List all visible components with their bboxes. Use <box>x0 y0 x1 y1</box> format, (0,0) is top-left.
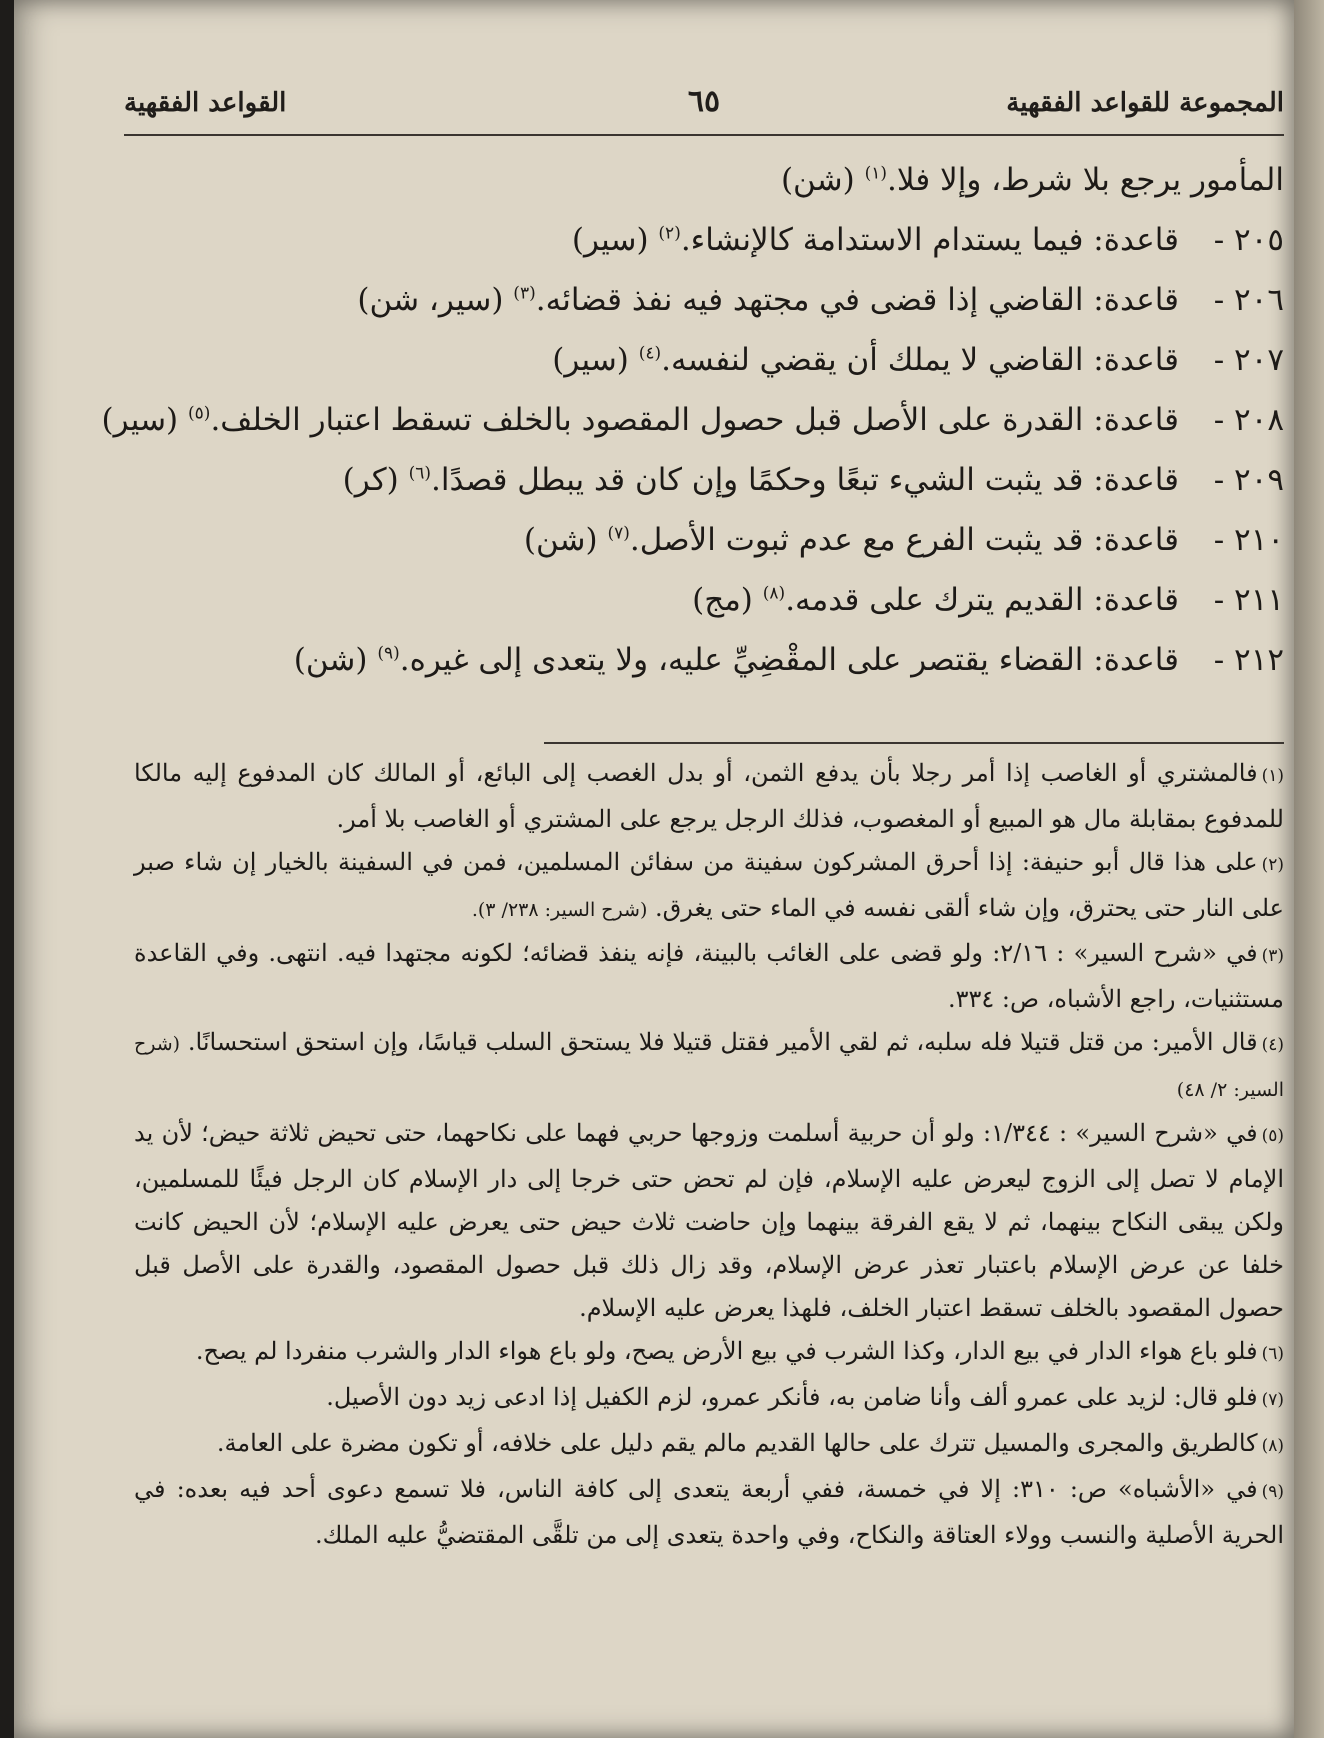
footnote-ref[interactable]: (٢) <box>658 223 681 244</box>
rule-number: ٢١١ - <box>1213 582 1284 618</box>
footnote <box>134 1376 1284 1422</box>
rule-item <box>164 570 1284 630</box>
footnote <box>134 1021 1284 1112</box>
footnote-text: قال الأمير: من قتل قتيلا فله سلبه، ثم لقي الأمير فقتل قتيلا فلا يستحق السلب قياسًا، وإن استحق استحسانًا. <box>187 1028 1258 1056</box>
footnote-divider <box>544 742 1284 744</box>
footnote-ref[interactable]: (٥) <box>188 403 211 424</box>
footnote-mark: (٩) <box>1261 1482 1284 1502</box>
rule-number: ٢٠٧ - <box>1213 342 1284 378</box>
rule-text: قاعدة: القدرة على الأصل قبل حصول المقصود بالخلف تسقط اعتبار الخلف. <box>210 402 1179 438</box>
footnote-mark: (٧) <box>1261 1390 1284 1410</box>
footnote-ref[interactable]: (٩) <box>377 643 400 664</box>
rule-item <box>164 210 1284 270</box>
footnote <box>134 1422 1284 1468</box>
rule-number: ٢٠٨ - <box>1213 402 1284 438</box>
footnote-text: على هذا قال أبو حنيفة: إذا أحرق المشركون سفينة من سفائن المسلمين، فمن في السفينة بالخيار إن شاء صبر على النار حتى يحترق، وإن شاء ألقى نفسه في الماء حتى يغرق. <box>134 848 1284 922</box>
rule-item <box>164 510 1284 570</box>
rule-number: ٢١٠ - <box>1213 522 1284 558</box>
source-abbrev: (سير) <box>571 222 649 258</box>
source-abbrev: (سير) <box>552 342 629 378</box>
rule-text: قاعدة: القضاء يقتصر على المقْضِيِّ عليه، ولا يتعدى إلى غيره. <box>399 642 1179 678</box>
adjacent-page-edge <box>1294 0 1324 1738</box>
rule-number: ٢٠٩ - <box>1213 462 1284 498</box>
page-header <box>124 84 1284 134</box>
source-abbrev: (مج) <box>692 582 753 618</box>
source-abbrev: (سير) <box>101 402 179 438</box>
source-abbrev: (سير، شن) <box>357 282 504 318</box>
rule-item <box>164 630 1284 690</box>
rule-number: ٢٠٥ - <box>1213 222 1284 258</box>
rule-item <box>101 390 1284 450</box>
footnote-text: كالطريق والمجرى والمسيل تترك على حالها القديم مالم يقم دليل على خلافه، أو تكون مضرة على العامة. <box>216 1429 1258 1457</box>
source-abbrev: (شن) <box>523 522 598 558</box>
footnote-mark: (٢) <box>1261 855 1284 875</box>
rule-text: قاعدة: القديم يترك على قدمه. <box>785 582 1179 618</box>
footnote-mark: (٦) <box>1261 1344 1284 1364</box>
footnote <box>134 1112 1284 1330</box>
footnote <box>134 752 1284 841</box>
footnote-ref[interactable]: (٧) <box>607 523 630 544</box>
footnote <box>134 1468 1284 1557</box>
footnote-source: (شرح السير: ٢/ ٤٨) <box>134 1033 1284 1101</box>
rule-text: قاعدة: قد يثبت الشيء تبعًا وحكمًا وإن كان قد يبطل قصدًا. <box>431 462 1179 498</box>
rule-text: قاعدة: قد يثبت الفرع مع عدم ثبوت الأصل. <box>629 522 1179 558</box>
footnote-source: (شرح السير: ٢٣٨/ ٣). <box>471 899 648 921</box>
book-title: المجموعة للقواعد الفقهية <box>1006 88 1284 118</box>
footnote-text: فلو باع هواء الدار في بيع الدار، وكذا الشرب في بيع الأرض يصح، ولو باع هواء الدار والشرب منفردا لم يصح. <box>195 1337 1258 1365</box>
footnote <box>134 841 1284 932</box>
source-abbrev: (شن) <box>780 162 855 198</box>
footnote-text: فلو قال: لزيد على عمرو ألف وأنا ضامن به، فأنكر عمرو، لزم الكفيل إذا ادعى زيد دون الأصيل. <box>326 1383 1258 1411</box>
page-number: ٦٥ <box>687 84 721 119</box>
footnote-ref[interactable]: (٨) <box>762 583 786 604</box>
footnote-ref[interactable]: (٤) <box>638 343 662 364</box>
rule-item <box>164 270 1284 330</box>
rule-text: قاعدة: القاضي لا يملك أن يقضي لنفسه. <box>661 342 1179 378</box>
footnote-mark: (١) <box>1261 766 1284 786</box>
book-page <box>14 0 1294 1738</box>
footnote-mark: (٣) <box>1261 946 1284 966</box>
rule-number: ٢٠٦ - <box>1213 282 1284 318</box>
continuation-line: المأمور يرجع بلا شرط، وإلا فلا.$^{(١)}$ (شن) <box>780 162 1284 198</box>
main-text <box>101 150 1284 690</box>
rule-item <box>164 330 1284 390</box>
footnotes <box>134 752 1284 1557</box>
footnote-text: فالمشتري أو الغاصب إذا أمر رجلا بأن يدفع الثمن، أو بدل الغصب إلى البائع، أو المالك كان المدفوع إليه مالكا للمدفوع بمقابلة مال هو المبيع أو المغصوب، فذلك الرجل يرجع على المشتري أو الغاصب بلا أمر. <box>134 759 1284 833</box>
footnote-text: في «شرح السير» : ٢/١٦: ولو قضى على الغائب بالبينة، فإنه ينفذ قضائه؛ لكونه مجتهدا فيه. انتهى. وفي القاعدة مستثنيات، راجع الأشباه، ص: ٣٣٤. <box>134 939 1284 1013</box>
header-divider <box>124 134 1284 136</box>
footnote-ref[interactable]: (١) <box>864 163 887 184</box>
footnote <box>134 932 1284 1021</box>
rule-text: قاعدة: القاضي إذا قضى في مجتهد فيه نفذ قضائه. <box>535 282 1179 318</box>
footnote-ref[interactable]: (٦) <box>408 463 431 484</box>
source-abbrev: (كر) <box>342 462 399 498</box>
section-title: القواعد الفقهية <box>124 88 287 118</box>
footnote-mark: (٤) <box>1261 1035 1285 1055</box>
footnote-ref[interactable]: (٣) <box>513 283 536 304</box>
footnote-text: في «الأشباه» ص: ٣١٠: إلا في خمسة، ففي أربعة يتعدى إلى كافة الناس، فلا تسمع دعوى أحد فيه بعده: في الحرية الأصلية والنسب وولاء العتاقة والنكاح، وفي واحدة يتعدى إلى من تلقَّى المقتضيُّ عليه الملك. <box>134 1475 1284 1549</box>
rule-text: قاعدة: فيما يستدام الاستدامة كالإنشاء. <box>680 222 1179 258</box>
footnote-text: في «شرح السير» : ١/٣٤٤: ولو أن حربية أسلمت وزوجها حربي فهما على نكاحهما، حتى تحيض ثلاثة حيض؛ لأن يد الإمام لا تصل إلى الزوج ليعرض عليه الإسلام، فإن لم تحض حتى خرجا إلى دار الإسلام كان الرجل فيئًا للمسلمين، ولكن يبقى النكاح بينهما، ثم لا يقع الفرقة بينهما وإن حاضت ثلاث حيض حتى يعرض عليه الإسلام؛ لأن الحيض كانت خلفا عن عرض الإسلام باعتبار تعذر عرض الإسلام، وقد زال ذلك قبل حصول المقصود، والقدرة على الأصل قبل حصول المقصود بالخلف تسقط اعتبار الخلف، فلهذا يعرض عليه الإسلام. <box>134 1119 1284 1322</box>
footnote-mark: (٨) <box>1261 1436 1284 1456</box>
source-abbrev: (شن) <box>293 642 368 678</box>
footnote <box>134 1330 1284 1376</box>
rule-number: ٢١٢ - <box>1213 642 1284 678</box>
footnote-mark: (٥) <box>1261 1126 1284 1146</box>
rule-item <box>164 450 1284 510</box>
